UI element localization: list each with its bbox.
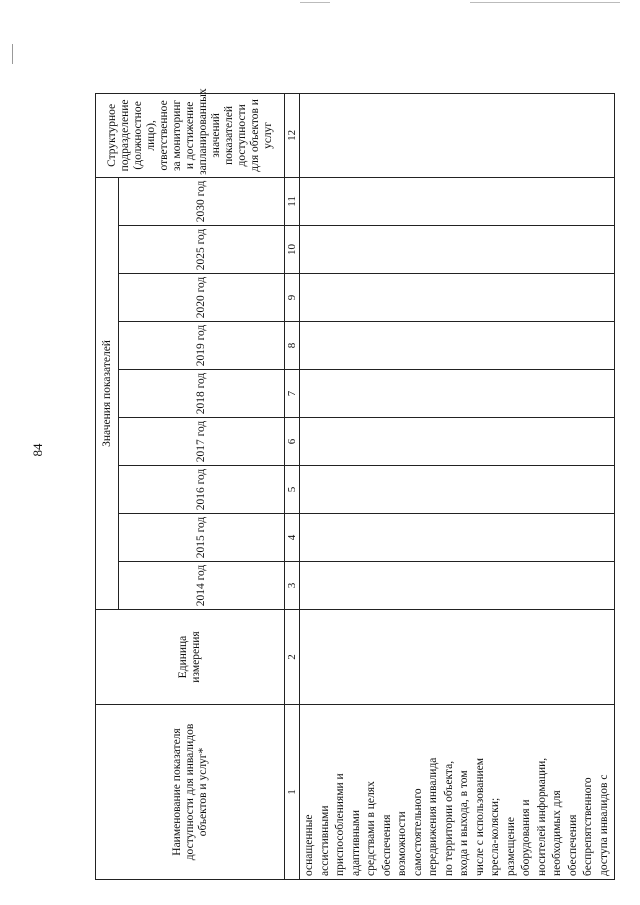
column-number: 6: [285, 418, 300, 466]
indicator-line: оснащенные: [303, 814, 315, 876]
indicator-line: оборудования и: [520, 799, 532, 876]
indicator-line: приспособлениями и: [334, 773, 346, 876]
column-number: 12: [285, 93, 300, 177]
indicator-line: обеспечения: [566, 814, 579, 876]
indicator-line: самостоятельного: [411, 788, 424, 876]
indicator-line: средствами в целях: [365, 781, 377, 876]
column-number: 4: [285, 514, 300, 562]
column-number: 3: [285, 562, 300, 610]
page-number: 84: [30, 443, 45, 457]
column-number: 5: [285, 466, 300, 514]
header-year: 2020 год: [119, 274, 285, 322]
indicator-line: числе с использованием: [473, 757, 486, 876]
header-year: 2019 год: [119, 322, 285, 370]
header-year: 2025 год: [119, 226, 285, 274]
indicator-line: беспрепятственного: [582, 777, 594, 876]
header-responsible: Структурное подразделение (должностное лицо), ответственное за мониторинг и достижение запланированных значений показателей доступности для объектов и услуг: [96, 93, 285, 177]
header-unit: Единица измерения: [96, 610, 285, 705]
indicator-line: входа и выхода, в том: [458, 770, 470, 876]
value-cell: [300, 226, 615, 274]
column-number: 7: [285, 370, 300, 418]
indicator-line: возможности: [396, 811, 408, 876]
value-cell: [300, 562, 615, 610]
value-cell: [300, 274, 615, 322]
header-year: 2018 год: [119, 370, 285, 418]
scan-edge-mark: [12, 44, 13, 64]
column-number: 2: [285, 610, 300, 705]
value-cell: [300, 322, 615, 370]
value-cell: [300, 466, 615, 514]
indicator-line: размещение: [504, 817, 517, 876]
accessibility-indicators-table: [95, 88, 615, 880]
header-name: Наименование показателя доступности для инвалидов объектов и услуг*: [96, 705, 285, 880]
column-number: 8: [285, 322, 300, 370]
column-number: 1: [285, 705, 300, 880]
value-cell: [300, 177, 615, 225]
unit-cell: [300, 610, 615, 705]
indicator-line: адаптивными: [349, 810, 362, 876]
value-cell: [300, 370, 615, 418]
indicator-line: кресла-коляски;: [489, 797, 501, 876]
value-cell: [300, 418, 615, 466]
header-year: 2017 год: [119, 418, 285, 466]
header-values-group: Значения показателей: [96, 177, 119, 609]
column-number: 10: [285, 226, 300, 274]
column-number: 11: [285, 177, 300, 225]
rotated-table-container: [95, 88, 610, 880]
indicator-line: передвижения инвалида: [427, 757, 439, 876]
responsible-cell: [300, 93, 615, 177]
scan-line: [300, 2, 330, 3]
header-year: 2030 год: [119, 177, 285, 225]
indicator-line: обеспечения: [380, 814, 393, 876]
indicator-line: ассистивными: [318, 805, 331, 876]
indicator-line: необходимых для: [551, 790, 563, 876]
column-number: 9: [285, 274, 300, 322]
value-cell: [300, 514, 615, 562]
header-year: 2016 год: [119, 466, 285, 514]
indicator-line: доступа инвалидов с: [597, 774, 610, 876]
header-year: 2015 год: [119, 514, 285, 562]
indicator-name-cell: [300, 705, 615, 880]
header-year: 2014 год: [119, 562, 285, 610]
scan-line: [470, 2, 620, 3]
indicator-line: по территории объекта,: [442, 760, 455, 876]
indicator-line: носителей информации,: [535, 757, 548, 876]
